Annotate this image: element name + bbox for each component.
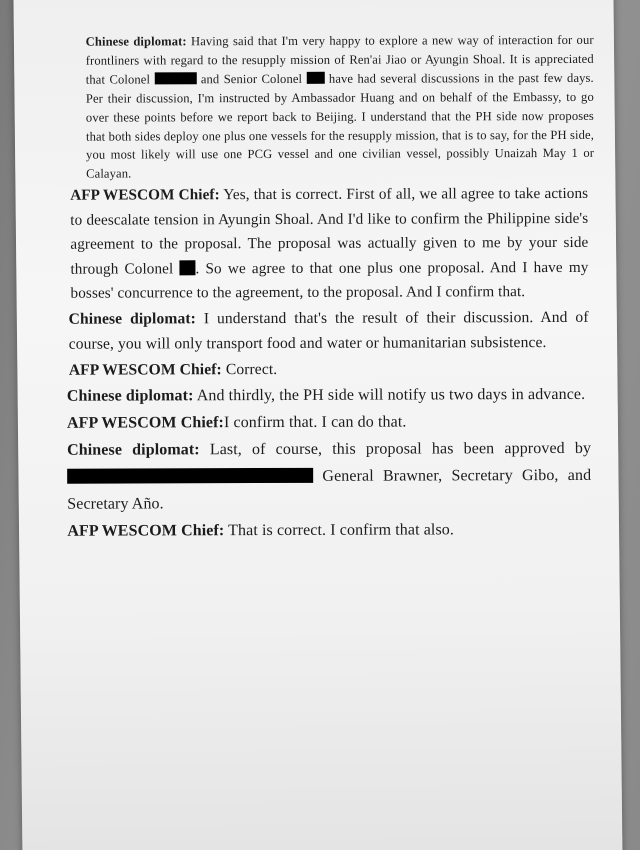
dialogue-text: General Brawner, Secretary Gibo, and Secretary Año. [67,467,592,513]
dialogue-text: Last, of course, this proposal has been approved by [199,440,592,459]
speaker-label: AFP WESCOM Chief: [68,360,222,379]
dialogue-text: Yes, that is correct. First of all, we all agree to take actions to deescalate tension in Ayungin Shoal. And I'd like to confirm the Philippine side's agreement to the proposal. The proposal was actually given to me by your side through Colonel [70,185,589,278]
speaker-label: AFP WESCOM Chief: [67,522,225,540]
transcript-paragraph-3 [69,305,589,358]
redaction-box [67,468,313,484]
transcript-paragraph-1 [86,31,595,184]
speaker-label: Chinese diplomat: [85,34,187,49]
speaker-label: Chinese diplomat: [68,310,196,328]
dialogue-text: I confirm that. I can do that. [223,413,407,432]
dialogue-text: I understand that's the result of their discussion. And of course, you will only transport food and water or humanitarian subsistence. [68,308,589,353]
paper-sheet [13,0,622,850]
speaker-label: Chinese diplomat: [67,441,200,459]
speaker-label: AFP WESCOM Chief: [66,414,224,432]
redaction-box [179,260,195,274]
dialogue-text: Correct. [221,360,278,378]
transcript-body [66,31,596,545]
dialogue-text: That is correct. I confirm that also. [224,521,455,540]
transcript-paragraph-6 [67,408,591,437]
transcript-paragraph-4 [69,356,589,383]
dialogue-text: . So we agree to that one plus one proposal. And I have my bosses' concurrence to the agreement, to the proposal. And I confirm that. [70,258,589,302]
redaction-box [154,73,196,85]
dialogue-text: and Senior Colonel [196,71,307,87]
redaction-box [306,72,324,84]
transcript-paragraph-7 [67,435,591,518]
dialogue-text: have had several discussions in the past few days. Per their discussion, I'm instructed by Ambassador Huang and on behalf of the Embassy, to go over these points before we report back to Beijing. I understand that the PH side now proposes that both sides deploy one plus one vessels for the resupply mission, that is to say, for the PH side, you most likely will use one PCG vessel and one civilian vessel, possibly Unaizah May 1 or Calayan. [85,70,595,181]
speaker-label: AFP WESCOM Chief: [70,186,220,204]
transcript-paragraph-5 [67,381,591,410]
dialogue-text: And thirdly, the PH side will notify us two days in advance. [193,386,586,405]
transcript-paragraph-2 [70,182,588,306]
speaker-label: Chinese diplomat: [66,387,194,405]
transcript-paragraph-8 [67,516,591,545]
dialogue-text: Having said that I'm very happy to explore a new way of interaction for our frontliners with regard to the resupply mission of Ren'ai Jiao or Ayungin Shoal. It is appreciated that Colonel [85,32,594,87]
